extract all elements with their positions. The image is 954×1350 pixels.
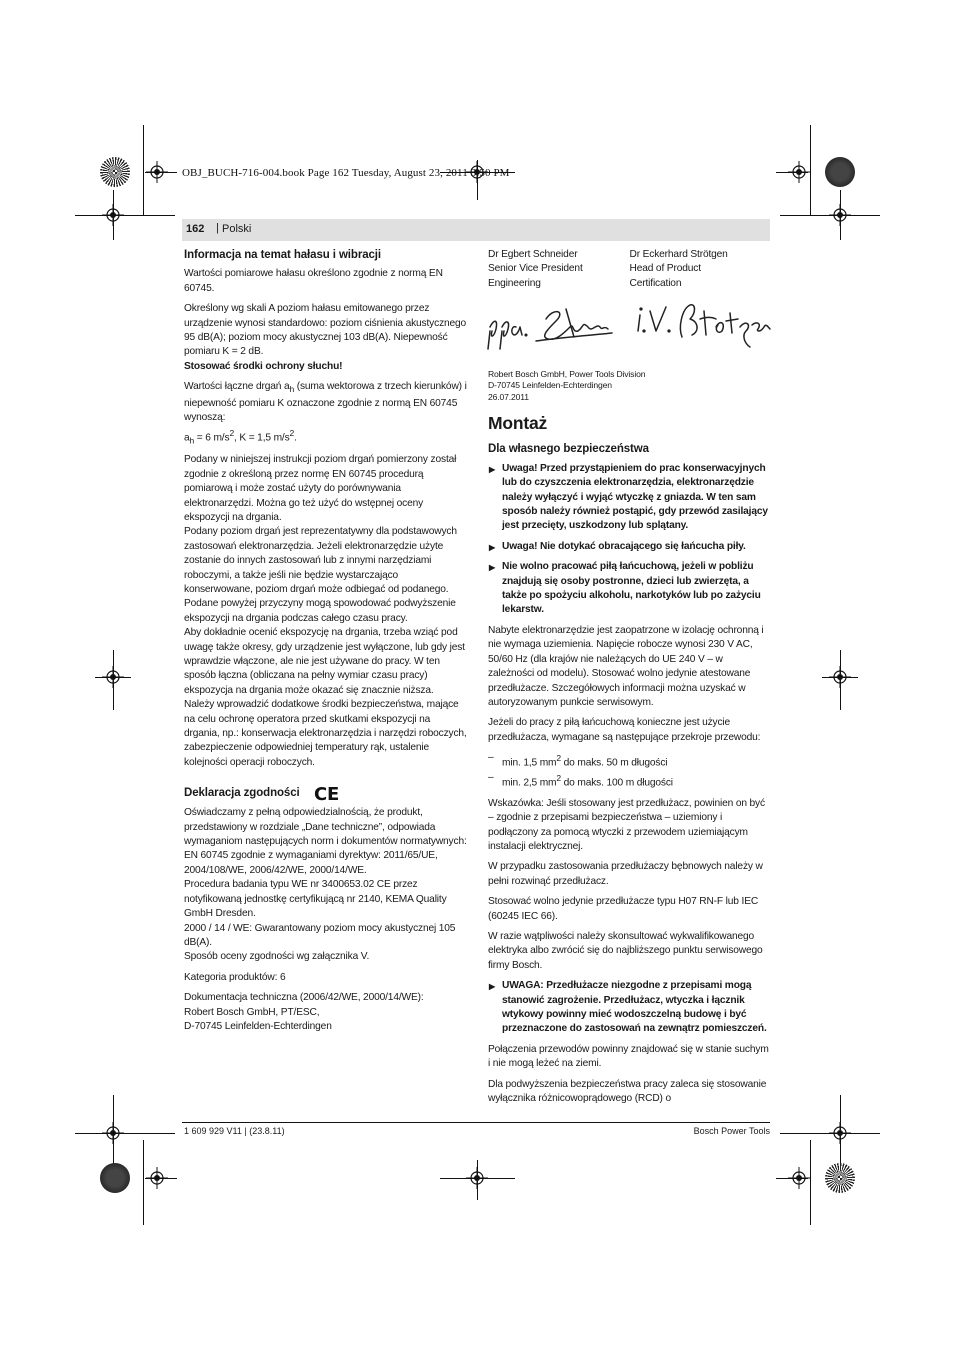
safety-bullet: ▶ Uwaga! Nie dotykać obracającego się łańcucha piły. xyxy=(488,540,771,554)
registration-mark-icon xyxy=(102,204,124,226)
paragraph: W razie wątpliwości należy skonsultować wykwalifikowanego elektryka albo zwrócić się do najbliższego punktu serwisowego firmy Bosch. xyxy=(488,930,763,971)
paragraph: D-70745 Leinfelden-Echterdingen xyxy=(184,1020,332,1032)
text-fragment: do maks. 100 m długości xyxy=(560,777,673,789)
registration-mark-icon xyxy=(788,1167,810,1189)
signatory-title: Certification xyxy=(629,277,682,289)
conformity-heading-row xyxy=(184,784,467,802)
registration-mark-icon xyxy=(146,161,168,183)
footer-brand: Bosch Power Tools xyxy=(693,1126,770,1136)
text-fragment: Wartości łączne drgań a xyxy=(184,381,290,393)
page-number: 162 xyxy=(186,223,205,235)
paragraph: Sposób oceny zgodności wg załącznika V. xyxy=(184,951,370,963)
paragraph: Robert Bosch GmbH, PT/ESC, xyxy=(184,1006,320,1018)
paragraph: Kategoria produktów: 6 xyxy=(184,971,286,983)
safety-heading: Dla własnego bezpieczeństwa xyxy=(488,443,649,456)
paragraph: Należy wprowadzić dodatkowe środki bezpieczeństwa, mające na celu ochronę operatora przed skutkami ekspozycji na drgania, np.: konserwacja elektronarzędzia i narzędzi roboczych, zabezpieczenie odpowiedniej temperatury rąk, ustalenie kolejności operacji roboczych. xyxy=(184,699,467,768)
color-rosette-icon xyxy=(825,157,855,187)
signatory-2 xyxy=(630,248,772,291)
color-rosette-icon xyxy=(100,1163,130,1193)
paragraph: Wskazówka: Jeśli stosowany jest przedłużacz, powinien on być – zgodnie z przepisami bezpieczeństwa – uziemiony i podłączony za pomocą wtyczki z przewodem uziemiającym instalacji elektrycznej. xyxy=(488,797,765,852)
vibration-paragraph xyxy=(184,380,467,447)
text-fragment: a xyxy=(184,431,190,443)
file-header: OBJ_BUCH-716-004.book Page 162 Tuesday, August 23, 2011 3:50 PM xyxy=(182,167,510,179)
superscript: 2 xyxy=(556,753,561,764)
cable-spec-item xyxy=(488,751,771,771)
conformity-heading: Deklaracja zgodności xyxy=(184,787,300,800)
company-line: Robert Bosch GmbH, Power Tools Division xyxy=(488,368,646,379)
company-line: D-70745 Leinfelden-Echterdingen xyxy=(488,380,612,391)
signatories xyxy=(488,248,771,291)
superscript: 2 xyxy=(229,427,235,438)
paragraph: Procedura badania typu WE nr 3400653.02 CE przez notyfikowaną jednostkę certyfikującą nr 2140, KEMA Quality GmbH Dresden. xyxy=(184,879,447,920)
signatory-name: Dr Egbert Schneider xyxy=(488,249,578,260)
paragraph: 2000 / 14 / WE: Gwarantowany poziom mocy akustycznej 105 dB(A). xyxy=(184,922,456,948)
hearing-protection-note: Stosować środki ochrony słuchu! xyxy=(184,360,343,372)
registration-mark-icon xyxy=(829,204,851,226)
registration-mark-icon xyxy=(466,1167,488,1189)
cable-spec-item xyxy=(488,771,771,791)
crop-line xyxy=(143,1140,144,1225)
paragraph: Podany w niniejszej instrukcji poziom drgań pomierzony został zgodnie z określoną przez normę EN 60745 procedurą pomiarową i może zostać użyty do porównywania elektronarzędzi. Można go też użyć do wstępnej oceny ekspozycji na drgania. xyxy=(184,454,457,523)
safety-bullet: ▶ Uwaga! Przed przystąpieniem do prac konserwacyjnych lub do czyszczenia elektronarzędzia, elektronarzędzie należy wyłączyć i wyjąć wtyczkę z gniazda. W ten sam sposób należy również postąpić, gdy przewód zasilający jest przecięty, uszkodzony lub splątany. xyxy=(488,462,771,534)
crop-line xyxy=(810,1140,811,1225)
right-column xyxy=(484,248,771,1112)
section-title: Montaż xyxy=(488,413,548,434)
ce-mark-text: CE xyxy=(313,784,339,803)
color-rosette-icon xyxy=(825,1163,855,1193)
noise-heading: Informacja na temat hałasu i wibracji xyxy=(184,249,381,261)
signatory-title: Head of Product xyxy=(629,263,701,275)
paragraph: Nabyte elektronarzędzie jest zaopatrzone w izolację ochronną i nie wymaga uziemienia. Napięcie robocze wynosi 230 V AC, 50/60 Hz (dla krajów nie należących do UE 240 V – w zależności od modelu). Stosować wolno jedynie atestowane przedłużacze. Szczegółowych informacji można uzyskać w autoryzowanym punkcie serwisowym. xyxy=(488,624,764,708)
paragraph: Wartości pomiarowe hałasu określono zgodnie z normą EN 60745. xyxy=(184,268,443,294)
text-fragment: = 6 m/s xyxy=(194,431,230,443)
paragraph: Stosować wolno jedynie przedłużacze typu H07 RN-F lub IEC (60245 IEC 66). xyxy=(488,896,759,922)
color-rosette-icon xyxy=(100,157,130,187)
subscript: h xyxy=(189,434,195,445)
signatory-title: Senior Vice President xyxy=(488,263,583,275)
safety-bullet: ▶ Nie wolno pracować piłą łańcuchową, jeżeli w pobliżu znajdują się osoby postronne, dzieci lub zwierzęta, a także po spożyciu alkoholu, narkotyków lub po zażyciu lekarstw. xyxy=(488,560,771,618)
footer-doc-number: 1 609 929 V11 | (23.8.11) xyxy=(184,1126,285,1136)
paragraph: Połączenia przewodów powinny znajdować się w stanie suchym i nie mogą leżeć na ziemi. xyxy=(488,1043,769,1070)
page-separator: | xyxy=(216,222,219,234)
registration-mark-icon xyxy=(788,161,810,183)
registration-mark-icon xyxy=(102,666,124,688)
paragraph: Aby dokładnie ocenić ekspozycję na drgania, trzeba wziąć pod uwagę także okresy, gdy urządzenie jest wyłączone, lub gdy jest wprawdzie włączone, ale nie jest używane do pracy. W ten sposób łączna (obliczana na pełny wymiar czasu pracy) ekspozycja na drgania może okazać się znacznie niższa. xyxy=(184,627,465,696)
registration-mark-icon xyxy=(829,666,851,688)
text-fragment: min. 2,5 mm xyxy=(502,777,557,789)
page-header-bar xyxy=(182,219,770,241)
signatory-title: Engineering xyxy=(488,277,541,289)
paragraph: Określony wg skali A poziom hałasu emitowanego przez urządzenie wynosi standardowo: poziom ciśnienia akustycznego 95 dB(A); poziom mocy akustycznej 103 dB(A). Niepewność pomiaru K = 2 dB. xyxy=(184,303,467,358)
safety-bullet: ▶ UWAGA: Przedłużacze niezgodne z przepisami mogą stanowić zagrożenie. Przedłużacz, wtyczka i łącznik wtykowy powinny mieć wodoszczelną budowę i być przeznaczone do zastosowań na zewnątrz pomieszczeń. xyxy=(488,979,771,1037)
handwritten-signatures xyxy=(484,297,774,359)
company-address xyxy=(488,369,771,404)
crop-line xyxy=(810,125,811,215)
paragraph: Podany poziom drgań jest reprezentatywny dla podstawowych zastosowań elektronarzędzia. Jeżeli elektronarzędzie użyte zostanie do innych zastosowań lub z innymi narzędziami roboczymi, a także jeśli nie będzie wystarczająco konserwowane, poziom drgań może odbiegać od podanego. Podane powyżej przyczyny mogą spowodować podwyższenie ekspozycji na drgania podczas całego czasu pracy. xyxy=(184,526,457,624)
text-fragment: (suma wektorowa z trzech kierunków) i niepewność pomiaru K oznaczone zgodnie z normą EN 60745 wynoszą: xyxy=(184,381,467,424)
footer-rule xyxy=(182,1122,770,1123)
superscript: 2 xyxy=(556,772,561,783)
superscript: 2 xyxy=(289,427,295,438)
page-language: Polski xyxy=(222,223,252,235)
signatory-1 xyxy=(488,248,630,291)
paragraph: Oświadczamy z pełną odpowiedzialnością, że produkt, przedstawiony w rozdziale „Dane techniczne”, odpowiada wymaganiom następujących norm i dokumentów normatywnych: EN 60745 zgodnie z wymaganiami dyrektyw: 2011/65/UE, 2004/108/WE, 2006/42/WE, 2000/14/WE. xyxy=(184,807,467,876)
subscript: h xyxy=(289,384,295,395)
registration-mark-icon xyxy=(146,1167,168,1189)
text-fragment: . xyxy=(294,431,297,443)
declaration-date: 26.07.2011 xyxy=(488,392,529,403)
text-fragment: do maks. 50 m długości xyxy=(560,757,668,769)
text-fragment: , K = 1,5 m/s xyxy=(234,431,290,443)
crop-line xyxy=(143,125,144,215)
paragraph: Dla podwyższenia bezpieczeństwa pracy zaleca się stosowanie wyłącznika różnicowoprądowego (RCD) o xyxy=(488,1078,767,1105)
registration-mark-icon xyxy=(829,1122,851,1144)
paragraph: Dokumentacja techniczna (2006/42/WE, 2000/14/WE): xyxy=(184,992,424,1004)
ce-mark-icon xyxy=(314,784,340,802)
paragraph: Jeżeli do pracy z piłą łańcuchową konieczne jest użycie przedłużacza, wymagane są następujące przekroje przewodu: xyxy=(488,717,761,743)
signatory-name: Dr Eckerhard Strötgen xyxy=(629,249,728,260)
crop-line xyxy=(75,215,175,216)
signature-text: ppa. Schneider i.V. Strötgen xyxy=(484,357,493,359)
paragraph: W przypadku zastosowania przedłużaczy bębnowych należy w pełni rozwinąć przedłużacz. xyxy=(488,861,763,887)
registration-mark-icon xyxy=(102,1122,124,1144)
left-column xyxy=(184,248,467,1034)
text-fragment: min. 1,5 mm xyxy=(502,757,557,769)
